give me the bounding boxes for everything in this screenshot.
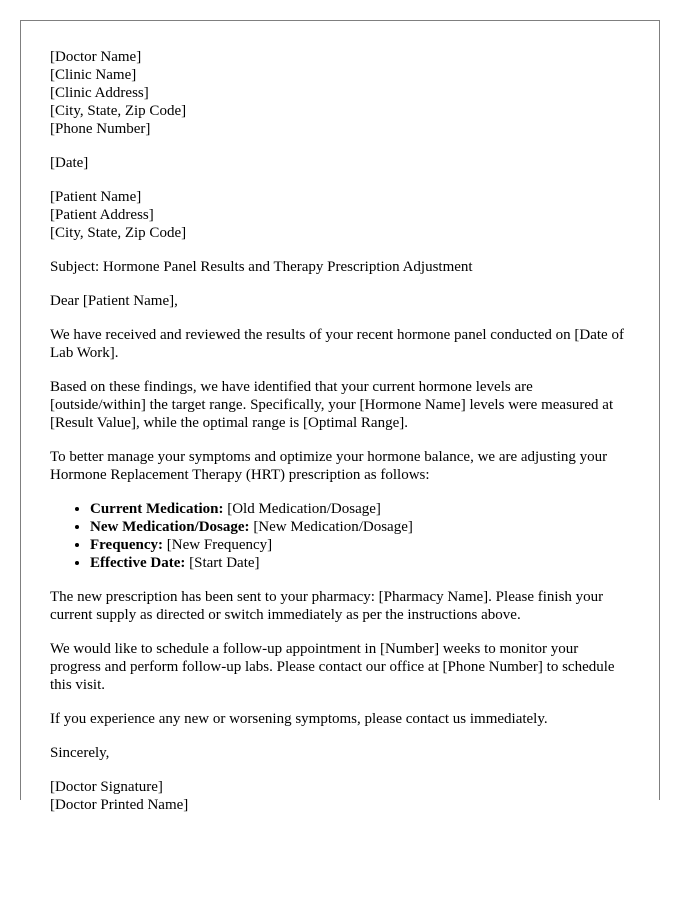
letter-content — [50, 48, 630, 830]
paragraph-findings: Based on these findings, we have identified that your current hormone levels are [outside/within] the target range. Specifically, your [Hormone Name] levels were measured at [Result Value], while the optimal range is [Optimal Range]. — [50, 379, 614, 431]
doctor-name: [Doctor Name] — [50, 49, 142, 65]
list-item-label: Effective Date: — [90, 555, 186, 571]
letter-date: [Date] — [50, 155, 89, 171]
patient-address: [Patient Address] — [50, 207, 154, 223]
signature-block — [50, 778, 630, 814]
closing: Sincerely, — [50, 745, 110, 761]
paragraph-lab-results: We have received and reviewed the results of your recent hormone panel conducted on [Date of Lab Work]. — [50, 327, 624, 361]
clinic-city-state-zip: [City, State, Zip Code] — [50, 103, 187, 119]
doctor-signature: [Doctor Signature] — [50, 779, 163, 795]
clinic-name: [Clinic Name] — [50, 67, 137, 83]
sender-block — [50, 48, 630, 138]
list-item — [90, 518, 630, 536]
paragraph-symptoms: If you experience any new or worsening symptoms, please contact us immediately. — [50, 711, 548, 727]
list-item-value: [New Medication/Dosage] — [249, 519, 413, 535]
salutation: Dear [Patient Name], — [50, 293, 178, 309]
list-item-value: [Start Date] — [185, 555, 260, 571]
list-item-value: [New Frequency] — [163, 537, 273, 553]
doctor-printed-name: [Doctor Printed Name] — [50, 797, 189, 813]
list-item — [90, 554, 630, 572]
patient-city-state-zip: [City, State, Zip Code] — [50, 225, 187, 241]
paragraph-pharmacy: The new prescription has been sent to your pharmacy: [Pharmacy Name]. Please finish your current supply as directed or switch immediately as per the instructions above. — [50, 589, 604, 623]
list-item-label: Current Medication: — [90, 501, 224, 517]
clinic-phone: [Phone Number] — [50, 121, 151, 137]
date-block — [50, 154, 630, 172]
recipient-block — [50, 188, 630, 242]
paragraph-follow-up: We would like to schedule a follow-up appointment in [Number] weeks to monitor your progress and perform follow-up labs. Please contact our office at [Phone Number] to schedule this visit. — [50, 641, 615, 693]
list-item-label: New Medication/Dosage: — [90, 519, 250, 535]
list-item — [90, 500, 630, 518]
list-item-label: Frequency: — [90, 537, 164, 553]
prescription-list — [50, 500, 630, 572]
list-item-value: [Old Medication/Dosage] — [223, 501, 381, 517]
paragraph-adjustment: To better manage your symptoms and optimize your hormone balance, we are adjusting your Hormone Replacement Therapy (HRT) prescription as follows: — [50, 449, 608, 483]
subject-line: Subject: Hormone Panel Results and Therapy Prescription Adjustment — [50, 259, 473, 275]
clinic-address: [Clinic Address] — [50, 85, 149, 101]
letter-page — [20, 20, 660, 813]
list-item — [90, 536, 630, 554]
patient-name: [Patient Name] — [50, 189, 142, 205]
